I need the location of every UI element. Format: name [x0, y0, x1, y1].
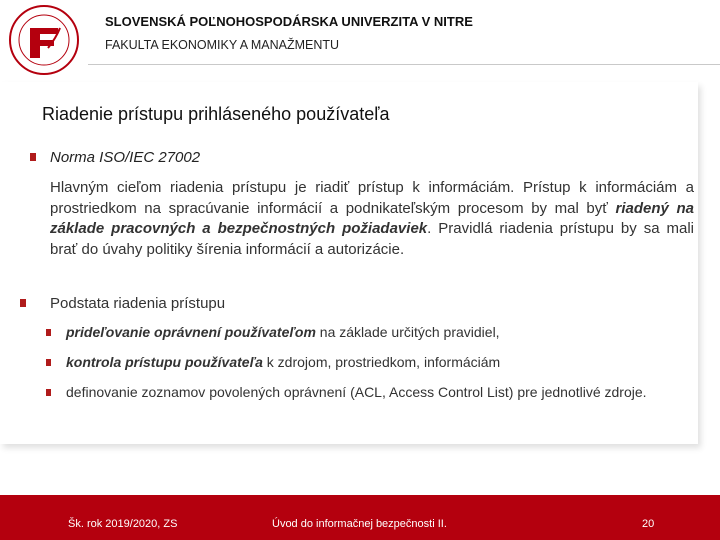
sub-bullet-2-bold: kontrola prístupu používateľa: [66, 354, 267, 370]
slide-title: Riadenie prístupu prihláseného používateľa: [42, 104, 390, 124]
sub-bullet-marker: [46, 329, 51, 336]
sub-bullet-marker: [46, 389, 51, 396]
sub-bullet-1: [66, 323, 696, 342]
bullet-marker: [30, 153, 36, 161]
footer-academic-year: Šk. rok 2019/2020, ZS: [68, 518, 178, 530]
sub-bullet-1-text: na základe určitých pravidiel,: [315, 324, 500, 340]
university-logo: [8, 4, 80, 76]
sub-bullet-2-text: k zdrojom, prostriedkom, informáciám: [266, 354, 501, 370]
sub-bullet-2: [66, 353, 696, 372]
bullet-podstata: Podstata riadenia prístupu: [50, 295, 226, 312]
sub-bullet-marker: [46, 359, 51, 366]
paragraph-emphasis: riadený na základe pracovných a bezpečnostných požiadaviek: [50, 199, 695, 237]
faculty-name: FAKULTA EKONOMIKY A MANAŽMENTU: [105, 38, 340, 52]
paragraph-text-b: . Pravidlá riadenia prístupu by sa mali brať do úvahy politiky šírenia informácií a autorizácie.: [50, 220, 694, 258]
footer-page-number: 20: [642, 518, 655, 530]
header-divider: [88, 64, 720, 65]
bullet-norma: Norma ISO/IEC 27002: [50, 149, 201, 166]
paragraph-text-a: Hlavným cieľom riadenia prístupu je riadiť prístup k informáciám. Prístup k informáciám a prostriedkom na spracúvanie informácií a podnikateľským procesom by mal byť: [50, 179, 694, 217]
bullet-marker: [20, 299, 26, 307]
sub-bullet-1-bold: prideľovanie oprávnení používateľom: [66, 324, 316, 340]
paragraph-main: [50, 178, 694, 260]
footer-course-title: Úvod do informačnej bezpečnosti II.: [272, 518, 447, 530]
sub-bullet-3: definovanie zoznamov povolených oprávnení (ACL, Access Control List) pre jednotlivé zdroje.: [66, 384, 647, 400]
university-name: SLOVENSKÁ POĽNOHOSPODÁRSKA UNIVERZITA V NITRE: [105, 14, 473, 29]
